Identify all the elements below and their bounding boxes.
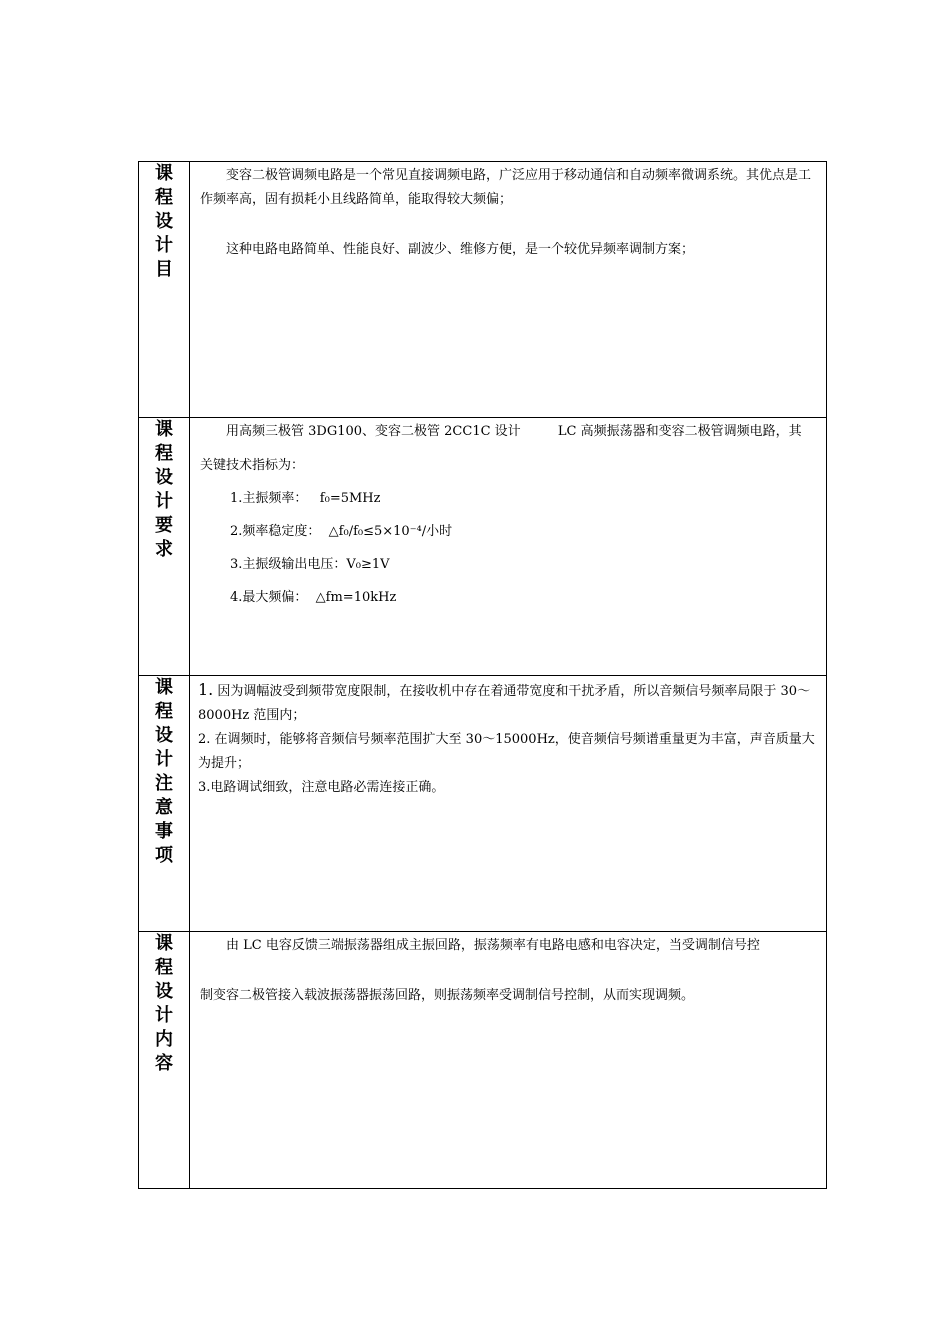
spec-item: 4.最大频偏： △fm=10kHz — [230, 590, 397, 605]
note-item — [198, 678, 818, 728]
label-char: 程 — [155, 443, 173, 464]
label-char: 要 — [155, 515, 173, 536]
label-char: 设 — [155, 211, 173, 232]
label-char: 课 — [155, 677, 173, 698]
label-char: 意 — [155, 797, 173, 818]
row-content-notes — [190, 676, 827, 932]
spec-item: 3.主振级输出电压：V₀≥1V — [230, 557, 390, 572]
label-char: 课 — [155, 933, 173, 954]
paragraph: 制变容二极管接入载波振荡器振荡回路，则振荡频率受调制信号控制，从而实现调频。 — [200, 988, 695, 1003]
label-char: 程 — [155, 701, 173, 722]
label-char: 设 — [155, 725, 173, 746]
row-content-requirements — [190, 418, 827, 676]
row-label-purpose — [139, 162, 190, 418]
spec-item: 2.频率稳定度： △f₀/f₀≤5×10⁻⁴/小时 — [230, 524, 453, 539]
paragraph: 由 LC 电容反馈三端振荡器组成主振回路，振荡频率有电路电感和电容决定，当受调制信号控 — [226, 938, 760, 953]
label-char: 课 — [155, 163, 173, 184]
requirements-intro-2: 关键技术指标为： — [200, 458, 305, 473]
row-label-notes — [139, 676, 190, 932]
label-char: 目 — [155, 259, 173, 280]
label-char: 程 — [155, 957, 173, 978]
row-content-purpose — [190, 162, 827, 418]
spec-item: 1.主振频率： f₀=5MHz — [230, 491, 381, 506]
label-char: 事 — [155, 821, 173, 842]
table-row-purpose — [139, 162, 827, 418]
note-item: 2. 在调频时，能够将音频信号频率范围扩大至 30～15000Hz，使音频信号频谱重量更为丰富，声音质量大为提升； — [198, 732, 815, 771]
table-row-requirements — [139, 418, 827, 676]
label-char: 计 — [155, 491, 173, 512]
label-char: 计 — [155, 235, 173, 256]
row-label-content — [139, 932, 190, 1189]
row-content-content — [190, 932, 827, 1189]
label-char: 课 — [155, 419, 173, 440]
paragraph: 这种电路电路简单、性能良好、副波少、维修方便，是一个较优异频率调制方案； — [226, 242, 695, 257]
table-row-content — [139, 932, 827, 1189]
label-char: 计 — [155, 1005, 173, 1026]
label-char: 设 — [155, 467, 173, 488]
label-char: 注 — [155, 773, 173, 794]
course-design-table — [138, 161, 827, 1189]
label-char: 内 — [155, 1029, 173, 1050]
label-char: 项 — [155, 845, 173, 866]
note-item: 3.电路调试细致，注意电路必需连接正确。 — [198, 780, 445, 795]
requirements-intro: 用高频三极管 3DG100、变容二极管 2CC1C 设计 LC 高频振荡器和变容二极管调频电路，其 — [226, 424, 802, 439]
paragraph: 变容二极管调频电路是一个常见直接调频电路，广泛应用于移动通信和自动频率微调系统。其优点是工作频率高，固有损耗小且线路简单，能取得较大频偏； — [200, 168, 812, 207]
label-char: 计 — [155, 749, 173, 770]
label-char: 设 — [155, 981, 173, 1002]
label-char: 容 — [155, 1053, 173, 1074]
row-label-requirements — [139, 418, 190, 676]
table-row-notes — [139, 676, 827, 932]
label-char: 程 — [155, 187, 173, 208]
note-text: 因为调幅波受到频带宽度限制，在接收机中存在着通带宽度和干扰矛盾，所以音频信号频率局限于 30～8000Hz 范围内； — [198, 684, 811, 723]
note-number: 1. — [198, 680, 214, 699]
label-char: 求 — [155, 539, 173, 560]
